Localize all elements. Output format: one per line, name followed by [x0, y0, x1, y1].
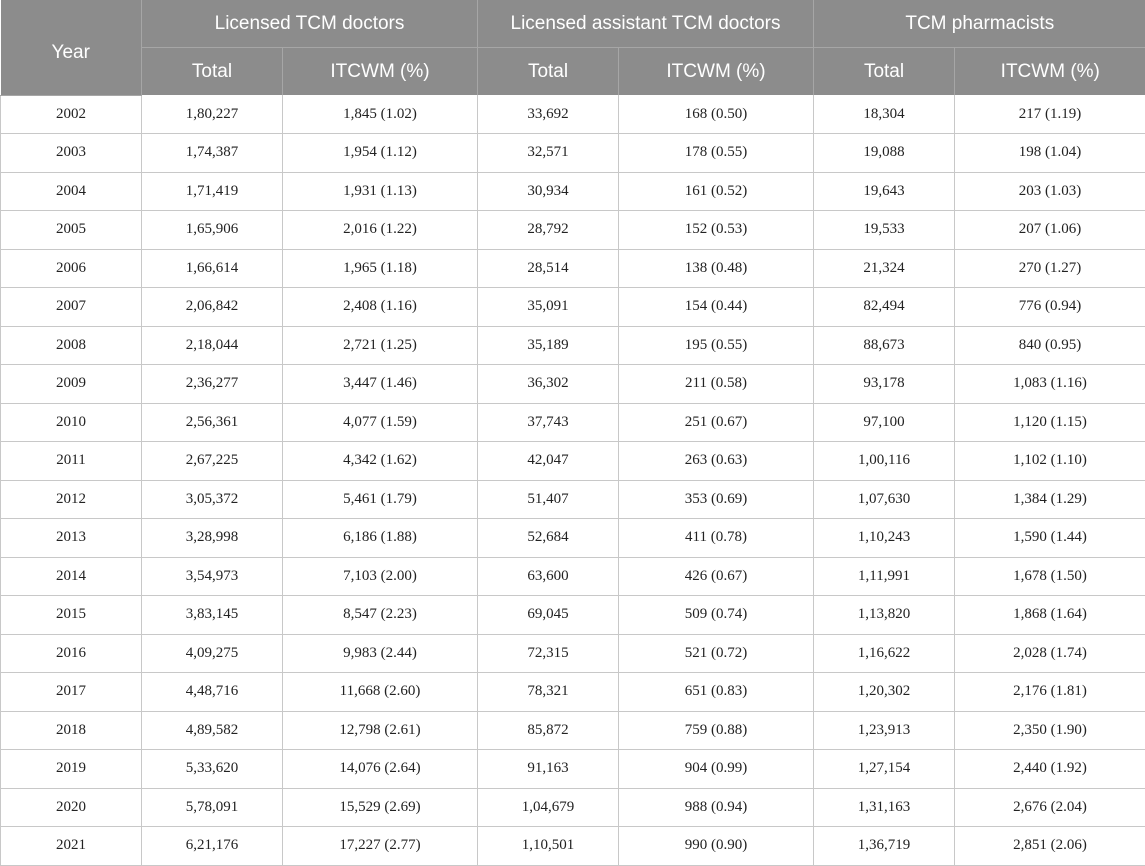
- assistant-doctors-total-cell: 52,684: [478, 519, 619, 558]
- assistant-doctors-itcwm-cell: 759 (0.88): [619, 711, 814, 750]
- tcm-doctors-total-cell: 3,54,973: [142, 557, 283, 596]
- assistant-doctors-itcwm-cell: 138 (0.48): [619, 249, 814, 288]
- year-cell: 2019: [1, 750, 142, 789]
- assistant-doctors-itcwm-cell: 353 (0.69): [619, 480, 814, 519]
- assistant-doctors-total-cell: 35,091: [478, 288, 619, 327]
- assistant-doctors-total-cell: 35,189: [478, 326, 619, 365]
- pharmacists-total-cell: 1,36,719: [814, 827, 955, 866]
- assistant-doctors-total-cell: 33,692: [478, 95, 619, 134]
- pharmacists-itcwm-cell: 2,350 (1.90): [955, 711, 1145, 750]
- year-cell: 2016: [1, 634, 142, 673]
- pharmacists-itcwm-cell: 2,176 (1.81): [955, 673, 1145, 712]
- tcm-doctors-total-cell: 1,80,227: [142, 95, 283, 134]
- pharmacists-itcwm-cell: 1,678 (1.50): [955, 557, 1145, 596]
- table-row: [1, 365, 1145, 404]
- pharmacists-itcwm-cell: 1,083 (1.16): [955, 365, 1145, 404]
- year-cell: 2013: [1, 519, 142, 558]
- assistant-doctors-total-cell: 78,321: [478, 673, 619, 712]
- pharmacists-total-cell: 1,13,820: [814, 596, 955, 635]
- pharmacists-total-cell: 19,088: [814, 134, 955, 173]
- pharmacists-itcwm-cell: 270 (1.27): [955, 249, 1145, 288]
- group-header-licensed-tcm-doctors: Licensed TCM doctors: [142, 0, 478, 48]
- year-cell: 2017: [1, 673, 142, 712]
- subheader-total: Total: [478, 48, 619, 96]
- tcm-doctors-itcwm-cell: 2,721 (1.25): [283, 326, 478, 365]
- year-cell: 2008: [1, 326, 142, 365]
- tcm-doctors-total-cell: 4,89,582: [142, 711, 283, 750]
- tcm-doctors-itcwm-cell: 2,408 (1.16): [283, 288, 478, 327]
- table-row: [1, 288, 1145, 327]
- table-row: [1, 211, 1145, 250]
- tcm-doctors-itcwm-cell: 6,186 (1.88): [283, 519, 478, 558]
- table-body: [1, 95, 1145, 865]
- assistant-doctors-total-cell: 69,045: [478, 596, 619, 635]
- tcm-doctors-total-cell: 2,18,044: [142, 326, 283, 365]
- assistant-doctors-total-cell: 1,04,679: [478, 788, 619, 827]
- assistant-doctors-itcwm-cell: 411 (0.78): [619, 519, 814, 558]
- tcm-doctors-itcwm-cell: 9,983 (2.44): [283, 634, 478, 673]
- assistant-doctors-total-cell: 63,600: [478, 557, 619, 596]
- tcm-doctors-total-cell: 3,83,145: [142, 596, 283, 635]
- pharmacists-itcwm-cell: 198 (1.04): [955, 134, 1145, 173]
- assistant-doctors-total-cell: 37,743: [478, 403, 619, 442]
- pharmacists-itcwm-cell: 1,868 (1.64): [955, 596, 1145, 635]
- table-header: [1, 0, 1145, 95]
- tcm-doctors-total-cell: 1,66,614: [142, 249, 283, 288]
- subheader-itcwm: ITCWM (%): [619, 48, 814, 96]
- pharmacists-total-cell: 1,16,622: [814, 634, 955, 673]
- assistant-doctors-total-cell: 36,302: [478, 365, 619, 404]
- table-row: [1, 557, 1145, 596]
- tcm-doctors-itcwm-cell: 3,447 (1.46): [283, 365, 478, 404]
- tcm-doctors-itcwm-cell: 14,076 (2.64): [283, 750, 478, 789]
- table-row: [1, 480, 1145, 519]
- assistant-doctors-total-cell: 28,792: [478, 211, 619, 250]
- assistant-doctors-itcwm-cell: 990 (0.90): [619, 827, 814, 866]
- assistant-doctors-itcwm-cell: 154 (0.44): [619, 288, 814, 327]
- pharmacists-total-cell: 1,11,991: [814, 557, 955, 596]
- table-row: [1, 442, 1145, 481]
- pharmacists-itcwm-cell: 1,102 (1.10): [955, 442, 1145, 481]
- pharmacists-itcwm-cell: 840 (0.95): [955, 326, 1145, 365]
- table-row: [1, 403, 1145, 442]
- year-cell: 2021: [1, 827, 142, 866]
- assistant-doctors-itcwm-cell: 178 (0.55): [619, 134, 814, 173]
- pharmacists-itcwm-cell: 2,028 (1.74): [955, 634, 1145, 673]
- tcm-doctors-itcwm-cell: 1,845 (1.02): [283, 95, 478, 134]
- subheader-itcwm: ITCWM (%): [283, 48, 478, 96]
- pharmacists-total-cell: 1,07,630: [814, 480, 955, 519]
- year-cell: 2004: [1, 172, 142, 211]
- table-row: [1, 711, 1145, 750]
- assistant-doctors-itcwm-cell: 651 (0.83): [619, 673, 814, 712]
- pharmacists-itcwm-cell: 776 (0.94): [955, 288, 1145, 327]
- pharmacists-total-cell: 1,27,154: [814, 750, 955, 789]
- year-cell: 2002: [1, 95, 142, 134]
- tcm-doctors-total-cell: 1,71,419: [142, 172, 283, 211]
- tcm-doctors-total-cell: 1,65,906: [142, 211, 283, 250]
- subheader-total: Total: [814, 48, 955, 96]
- group-header-tcm-pharmacists: TCM pharmacists: [814, 0, 1145, 48]
- year-cell: 2018: [1, 711, 142, 750]
- pharmacists-itcwm-cell: 207 (1.06): [955, 211, 1145, 250]
- pharmacists-itcwm-cell: 217 (1.19): [955, 95, 1145, 134]
- tcm-doctors-total-cell: 5,33,620: [142, 750, 283, 789]
- tcm-doctors-itcwm-cell: 4,342 (1.62): [283, 442, 478, 481]
- year-header: Year: [1, 0, 142, 95]
- year-cell: 2011: [1, 442, 142, 481]
- table-row: [1, 788, 1145, 827]
- pharmacists-total-cell: 1,23,913: [814, 711, 955, 750]
- pharmacists-itcwm-cell: 2,851 (2.06): [955, 827, 1145, 866]
- header-row-groups: [1, 0, 1145, 48]
- group-header-licensed-assistant-tcm-doctors: Licensed assistant TCM doctors: [478, 0, 814, 48]
- year-cell: 2007: [1, 288, 142, 327]
- assistant-doctors-itcwm-cell: 152 (0.53): [619, 211, 814, 250]
- tcm-doctors-itcwm-cell: 2,016 (1.22): [283, 211, 478, 250]
- assistant-doctors-itcwm-cell: 251 (0.67): [619, 403, 814, 442]
- tcm-doctors-total-cell: 3,28,998: [142, 519, 283, 558]
- pharmacists-total-cell: 93,178: [814, 365, 955, 404]
- pharmacists-total-cell: 18,304: [814, 95, 955, 134]
- table-row: [1, 95, 1145, 134]
- table-row: [1, 673, 1145, 712]
- tcm-doctors-itcwm-cell: 15,529 (2.69): [283, 788, 478, 827]
- pharmacists-itcwm-cell: 2,440 (1.92): [955, 750, 1145, 789]
- year-cell: 2015: [1, 596, 142, 635]
- year-cell: 2005: [1, 211, 142, 250]
- pharmacists-itcwm-cell: 1,384 (1.29): [955, 480, 1145, 519]
- pharmacists-total-cell: 1,10,243: [814, 519, 955, 558]
- table-row: [1, 172, 1145, 211]
- pharmacists-itcwm-cell: 1,590 (1.44): [955, 519, 1145, 558]
- tcm-doctors-itcwm-cell: 1,965 (1.18): [283, 249, 478, 288]
- tcm-doctors-total-cell: 2,56,361: [142, 403, 283, 442]
- year-cell: 2009: [1, 365, 142, 404]
- year-cell: 2012: [1, 480, 142, 519]
- assistant-doctors-itcwm-cell: 988 (0.94): [619, 788, 814, 827]
- assistant-doctors-total-cell: 28,514: [478, 249, 619, 288]
- year-cell: 2020: [1, 788, 142, 827]
- table-row: [1, 827, 1145, 866]
- pharmacists-itcwm-cell: 1,120 (1.15): [955, 403, 1145, 442]
- table-row: [1, 634, 1145, 673]
- assistant-doctors-itcwm-cell: 195 (0.55): [619, 326, 814, 365]
- tcm-doctors-total-cell: 3,05,372: [142, 480, 283, 519]
- subheader-total: Total: [142, 48, 283, 96]
- year-cell: 2003: [1, 134, 142, 173]
- table-row: [1, 519, 1145, 558]
- tcm-doctors-itcwm-cell: 8,547 (2.23): [283, 596, 478, 635]
- tcm-doctors-total-cell: 4,09,275: [142, 634, 283, 673]
- table-row: [1, 596, 1145, 635]
- pharmacists-total-cell: 1,31,163: [814, 788, 955, 827]
- tcm-doctors-total-cell: 4,48,716: [142, 673, 283, 712]
- tcm-doctors-total-cell: 5,78,091: [142, 788, 283, 827]
- tcm-doctors-total-cell: 2,06,842: [142, 288, 283, 327]
- table-row: [1, 134, 1145, 173]
- tcm-doctors-itcwm-cell: 17,227 (2.77): [283, 827, 478, 866]
- tcm-doctors-total-cell: 6,21,176: [142, 827, 283, 866]
- tcm-doctors-itcwm-cell: 4,077 (1.59): [283, 403, 478, 442]
- table-row: [1, 326, 1145, 365]
- tcm-doctors-itcwm-cell: 5,461 (1.79): [283, 480, 478, 519]
- pharmacists-total-cell: 88,673: [814, 326, 955, 365]
- table-row: [1, 750, 1145, 789]
- assistant-doctors-itcwm-cell: 521 (0.72): [619, 634, 814, 673]
- pharmacists-total-cell: 21,324: [814, 249, 955, 288]
- header-row-subcolumns: [1, 48, 1145, 96]
- assistant-doctors-itcwm-cell: 509 (0.74): [619, 596, 814, 635]
- assistant-doctors-total-cell: 32,571: [478, 134, 619, 173]
- assistant-doctors-itcwm-cell: 161 (0.52): [619, 172, 814, 211]
- year-cell: 2006: [1, 249, 142, 288]
- tcm-doctors-total-cell: 2,67,225: [142, 442, 283, 481]
- assistant-doctors-itcwm-cell: 426 (0.67): [619, 557, 814, 596]
- assistant-doctors-total-cell: 30,934: [478, 172, 619, 211]
- assistant-doctors-total-cell: 42,047: [478, 442, 619, 481]
- pharmacists-total-cell: 1,00,116: [814, 442, 955, 481]
- assistant-doctors-itcwm-cell: 211 (0.58): [619, 365, 814, 404]
- assistant-doctors-total-cell: 1,10,501: [478, 827, 619, 866]
- tcm-doctors-itcwm-cell: 1,954 (1.12): [283, 134, 478, 173]
- assistant-doctors-total-cell: 85,872: [478, 711, 619, 750]
- tcm-doctors-itcwm-cell: 12,798 (2.61): [283, 711, 478, 750]
- pharmacists-total-cell: 19,533: [814, 211, 955, 250]
- pharmacists-total-cell: 97,100: [814, 403, 955, 442]
- assistant-doctors-itcwm-cell: 904 (0.99): [619, 750, 814, 789]
- assistant-doctors-total-cell: 91,163: [478, 750, 619, 789]
- assistant-doctors-total-cell: 51,407: [478, 480, 619, 519]
- assistant-doctors-itcwm-cell: 263 (0.63): [619, 442, 814, 481]
- pharmacists-itcwm-cell: 2,676 (2.04): [955, 788, 1145, 827]
- pharmacists-total-cell: 82,494: [814, 288, 955, 327]
- pharmacists-total-cell: 19,643: [814, 172, 955, 211]
- table-row: [1, 249, 1145, 288]
- tcm-doctors-itcwm-cell: 1,931 (1.13): [283, 172, 478, 211]
- subheader-itcwm: ITCWM (%): [955, 48, 1145, 96]
- year-cell: 2010: [1, 403, 142, 442]
- tcm-doctors-total-cell: 2,36,277: [142, 365, 283, 404]
- pharmacists-itcwm-cell: 203 (1.03): [955, 172, 1145, 211]
- pharmacists-total-cell: 1,20,302: [814, 673, 955, 712]
- assistant-doctors-total-cell: 72,315: [478, 634, 619, 673]
- tcm-doctors-itcwm-cell: 11,668 (2.60): [283, 673, 478, 712]
- tcm-doctors-itcwm-cell: 7,103 (2.00): [283, 557, 478, 596]
- tcm-doctors-total-cell: 1,74,387: [142, 134, 283, 173]
- assistant-doctors-itcwm-cell: 168 (0.50): [619, 95, 814, 134]
- year-cell: 2014: [1, 557, 142, 596]
